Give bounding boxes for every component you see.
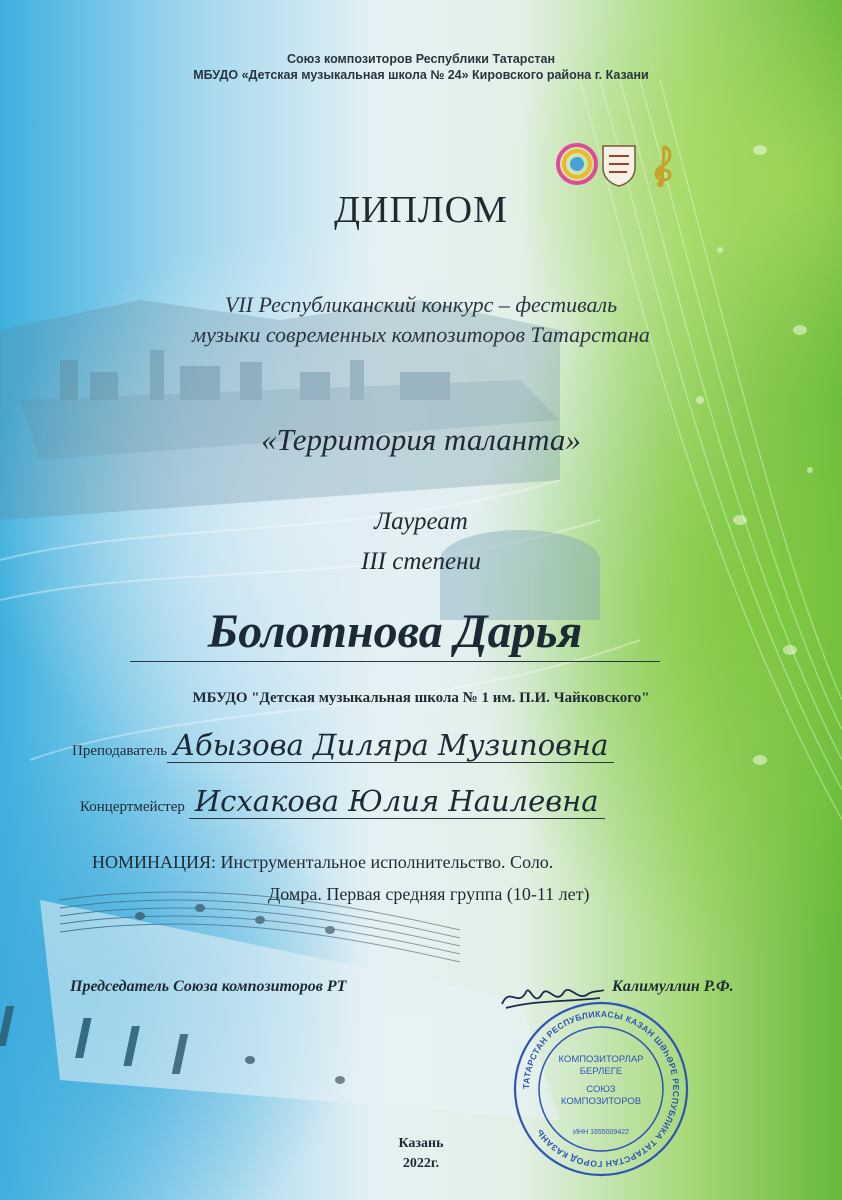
teacher-name: Абызова Диляра Музиповна: [167, 728, 614, 763]
year: 2022г.: [402, 1156, 440, 1171]
school-name: МБУДО "Детская музыкальная школа № 1 им. П.И. Чайковского": [192, 690, 650, 706]
coat-of-arms-icon: [597, 142, 641, 188]
chairman-name: Калимуллин Р.Ф.: [612, 978, 734, 995]
nomination-line-1: НОМИНАЦИЯ: Инструментальное исполнительство. Соло.: [92, 852, 554, 872]
award-title: Лауреат: [374, 508, 468, 535]
stamp-line-3: СОЮЗ: [586, 1084, 616, 1095]
stamp-inn: ИНН 1655009422: [572, 1129, 630, 1136]
stamp-line-1: КОМПОЗИТОРЛАР: [558, 1054, 644, 1065]
teacher-row: [72, 728, 614, 763]
accompanist-row: [80, 784, 605, 819]
nomination-line-2: Домра. Первая средняя группа (10-11 лет): [268, 884, 590, 904]
contest-name: «Территория таланта»: [261, 422, 581, 457]
treble-clef-icon: [640, 142, 684, 188]
diploma-title: ДИПЛОМ: [334, 189, 508, 231]
award-degree: III степени: [361, 548, 481, 575]
org-line-1: Союз композиторов Республики Татарстан: [286, 52, 556, 66]
recipient-name: Болотнова Дарья: [130, 604, 660, 662]
contest-line-2: музыки современных композиторов Татарстана: [192, 322, 650, 347]
chairman-role: Председатель Союза композиторов РТ: [70, 978, 347, 995]
teacher-label: Преподаватель: [72, 743, 168, 759]
accompanist-label: Концертмейстер: [80, 799, 185, 815]
stamp-ring-text: ТАТАРСТАН РЕСПУБЛИКАСЫ КАЗАН ШӘҺӘРЕ РЕСПУБЛИКА ТАТАРСТАН ГОРОД КАЗАНЬ: [520, 1008, 682, 1170]
org-line-2: МБУДО «Детская музыкальная школа № 24» Кировского района г. Казани: [193, 68, 649, 82]
city: Казань: [398, 1136, 444, 1151]
contest-line-1: VII Республиканский конкурс – фестиваль: [224, 292, 618, 317]
stamp-line-4: КОМПОЗИТОРОВ: [560, 1096, 642, 1107]
stamp-line-2: БЕРЛЕГЕ: [579, 1066, 623, 1077]
accompanist-name: Исхакова Юлия Наилевна: [189, 784, 605, 819]
festival-logo-icon: [555, 142, 599, 188]
chairman-signature: [496, 978, 606, 1018]
